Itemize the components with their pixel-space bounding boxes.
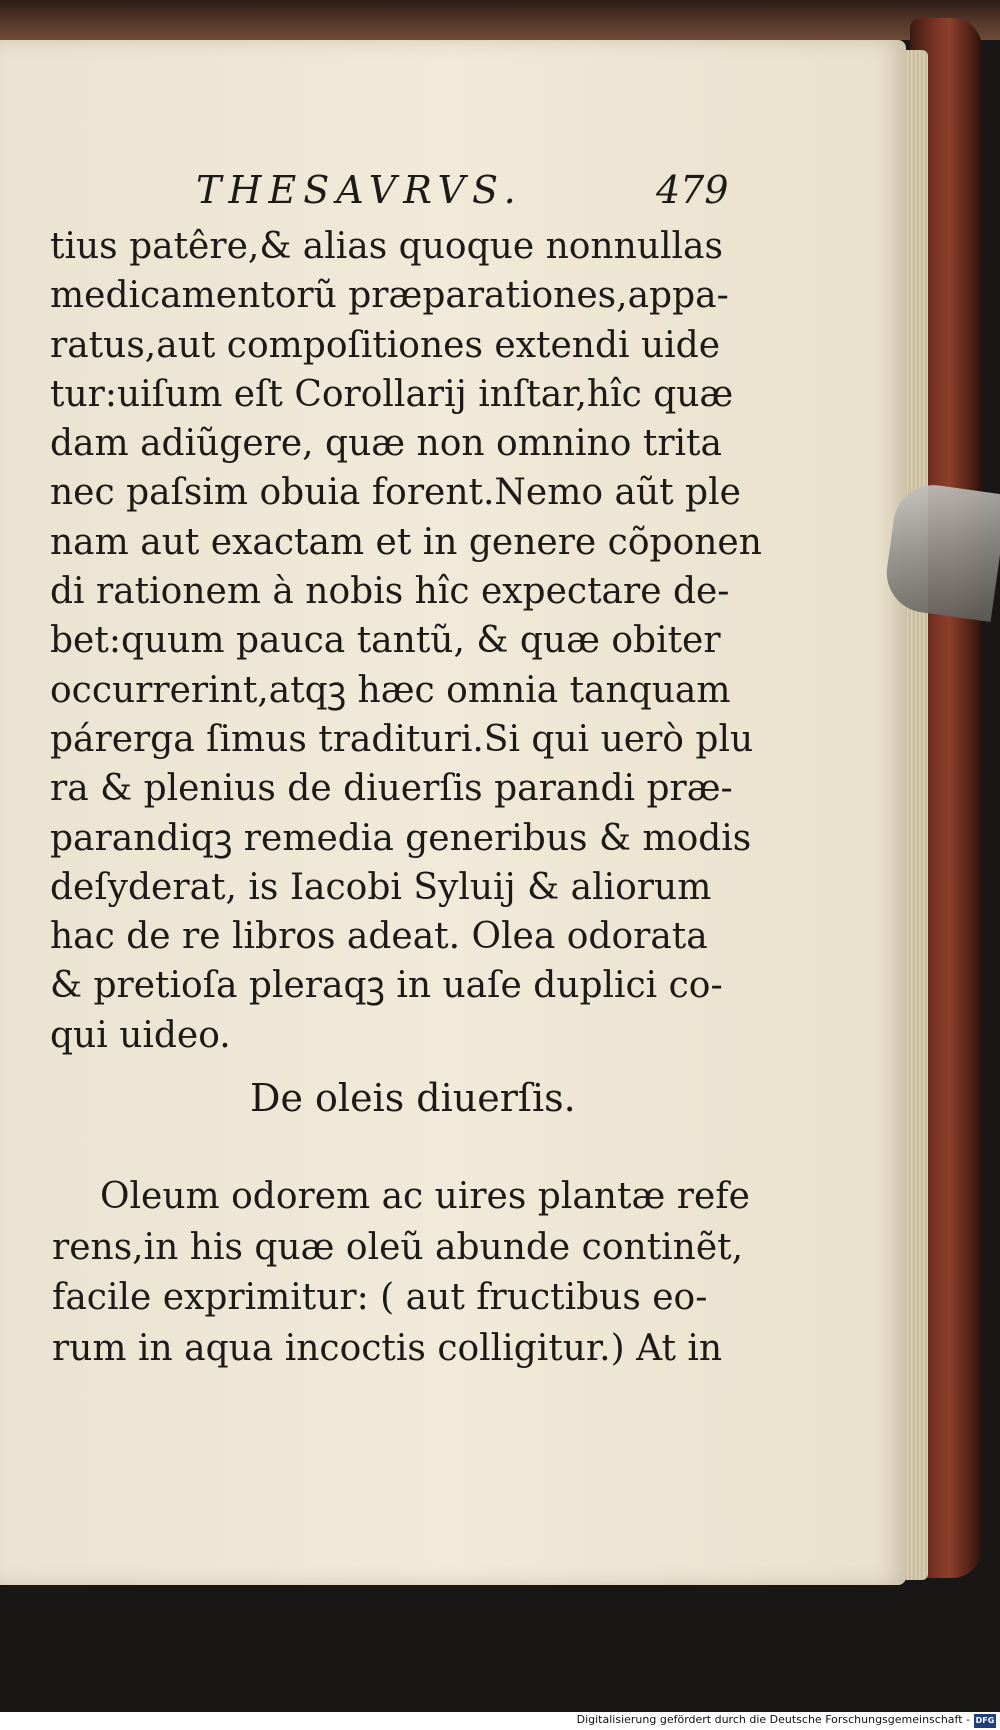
section-text-block (52, 1172, 752, 1374)
page-number: 479 (656, 168, 729, 212)
text-line: nec paſsim obuia forent.Nemo aũt ple (50, 472, 741, 514)
text-line: tius patêre,& alias quoque nonnullas (50, 226, 723, 267)
text-line: rens,in his quæ oleũ abunde continẽt, (52, 1226, 744, 1268)
text-line: dam adiũgere, quæ non omnino trita (50, 423, 722, 465)
text-line: parandiqꝫ remedia generibus & modis (50, 817, 752, 859)
text-line: facile exprimitur: ( aut fructibus eo- (52, 1277, 708, 1318)
text-line: rum in aqua incoctis colligitur.) At in (52, 1327, 723, 1369)
main-text-block (50, 222, 762, 1060)
text-line: ra & plenius de diuerſis parandi præ- (50, 768, 733, 810)
text-line: occurrerint,atqꝫ hæc omnia tanquam (50, 669, 731, 711)
text-line: tur:uiſum eſt Corollarij inſtar,hîc quæ (50, 373, 734, 415)
text-line: Oleum odorem ac uires plantæ refe (100, 1176, 750, 1217)
section-heading: De oleis diuerſis. (250, 1076, 576, 1120)
dfg-logo: DFG (974, 1714, 996, 1728)
text-line: deſyderat, is Iacobi Syluij & aliorum (50, 866, 712, 908)
text-line: & pretioſa pleraqꝫ in uaſe duplici co- (50, 965, 723, 1007)
running-title: THESAVRVS. (196, 168, 523, 212)
footer-credit: Digitalisierung gefördert durch die Deutsche Forschungsgemeinschaft - (576, 1713, 970, 1726)
footer-bar (0, 1712, 1000, 1730)
text-line: párerga ſimus tradituri.Si qui uerò plu (50, 718, 754, 760)
page-header (196, 168, 756, 218)
text-line: nam aut exactam et in genere cõponen (50, 521, 762, 563)
text-line: hac de re libros adeat. Olea odorata (50, 916, 708, 958)
text-line: di rationem à nobis hîc expectare de- (50, 571, 730, 613)
text-line: qui uideo. (50, 1014, 231, 1056)
text-line: medicamentorũ præparationes,appa- (50, 275, 729, 317)
text-line: ratus,aut compoſitiones extendi uide (50, 324, 721, 366)
text-line: bet:quum pauca tantũ, & quæ obiter (50, 620, 721, 662)
book-top-edge (0, 0, 1000, 40)
